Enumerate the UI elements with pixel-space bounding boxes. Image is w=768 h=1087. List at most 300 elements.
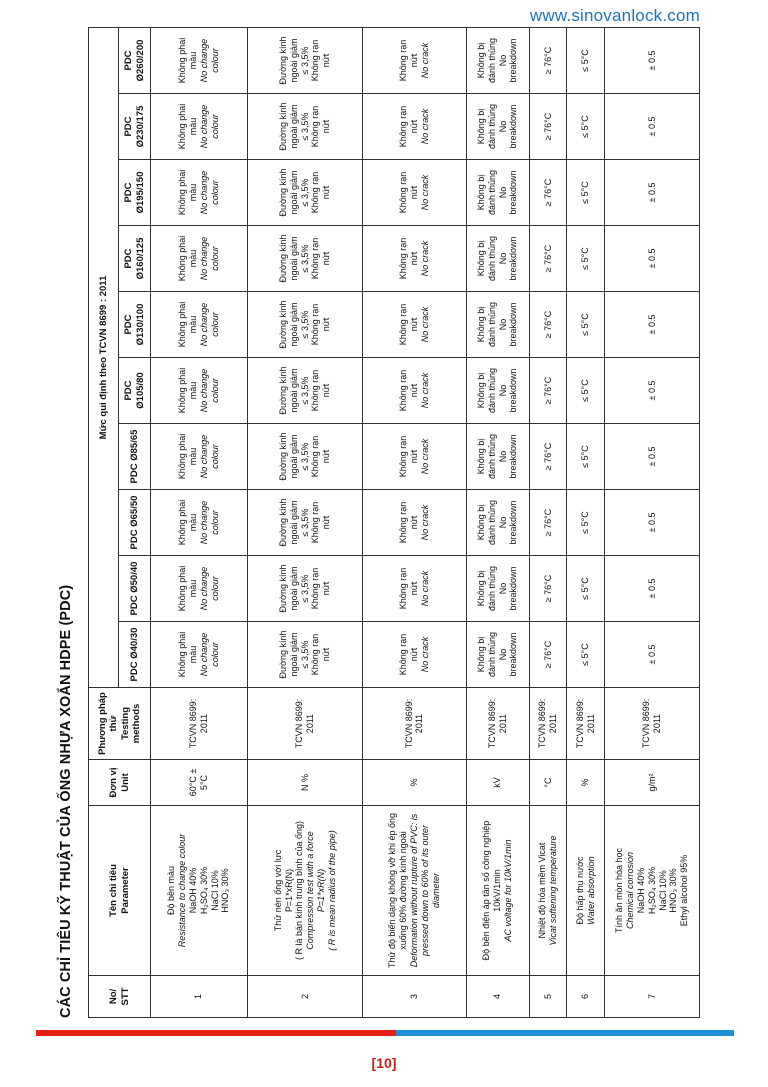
spec-value-line: No change (198, 104, 209, 149)
spec-value-line: ≥ 76°C (542, 442, 553, 471)
spec-value-line: đánh thủng (486, 103, 497, 150)
spec-value-line: No crack (419, 504, 430, 541)
row-number: 6 (567, 976, 605, 1018)
spec-value-line: Không phai (177, 367, 188, 414)
spec-value (247, 622, 363, 688)
parameter-line: Độ bền màu (166, 865, 177, 916)
parameter-line: Vicat softening temperature (548, 835, 559, 946)
spec-value-line: ≥ 76°C (542, 178, 553, 207)
header-size: PDC Ø65/50 (119, 490, 151, 556)
parameter-line: NaCl 10% (209, 870, 220, 911)
row-testing-method: TCVN 8699: 2011 (247, 688, 363, 760)
spec-value-line: đánh thủng (486, 499, 497, 546)
spec-value (567, 94, 605, 160)
row-unit: kV (466, 760, 529, 806)
spec-value (247, 556, 363, 622)
parameter-line: HNO₃ 30% (668, 868, 679, 913)
spec-value-line: No crack (419, 240, 430, 277)
spec-value (363, 292, 466, 358)
spec-value-line: Không phai (177, 37, 188, 84)
spec-value (466, 556, 529, 622)
spec-value-line: ≤ 3,5% (299, 574, 310, 603)
spec-value-line: No crack (419, 42, 430, 79)
table-row (151, 27, 248, 1017)
spec-value-line: No crack (419, 636, 430, 673)
spec-value-line: Không rạn (310, 171, 321, 214)
spec-value-line: No (497, 252, 508, 265)
spec-value-line: No (497, 384, 508, 397)
row-parameter (151, 806, 248, 976)
spec-value-line: Đường kính (278, 498, 289, 547)
spec-value-line: Không rạn (398, 171, 409, 214)
spec-value (247, 94, 363, 160)
spec-value-line: Không rạn (398, 105, 409, 148)
spec-value-line: Không phai (177, 565, 188, 612)
spec-value (529, 226, 567, 292)
spec-value-line: No (497, 582, 508, 595)
spec-value (605, 556, 700, 622)
spec-value (605, 292, 700, 358)
header-unit: Đơn vị Unit (89, 760, 151, 806)
spec-value (466, 424, 529, 490)
spec-value (567, 556, 605, 622)
spec-value-line: Đường kính (278, 432, 289, 481)
spec-value-line: No crack (419, 108, 430, 145)
spec-value-line: No change (198, 566, 209, 611)
spec-table (88, 27, 700, 1018)
spec-value-line: Không phai (177, 301, 188, 348)
spec-value (529, 556, 567, 622)
spec-value-line: No change (198, 500, 209, 545)
spec-value-line: No change (198, 170, 209, 215)
spec-value-line: nứt (321, 185, 332, 200)
spec-value (605, 622, 700, 688)
spec-value-line: nứt (321, 53, 332, 68)
spec-value-line: breakdown (508, 434, 519, 479)
spec-value-line: Không rạn (398, 303, 409, 346)
spec-value-line: nứt (409, 515, 420, 530)
spec-value-line: ngoài giảm (288, 170, 299, 215)
spec-value-line: Không bị (475, 636, 486, 673)
spec-value-line: colour (209, 444, 220, 469)
row-testing-method: TCVN 8699: 2011 (605, 688, 700, 760)
spec-value (567, 27, 605, 93)
spec-value (529, 358, 567, 424)
spec-value-line: Không rạn (398, 237, 409, 280)
spec-value-line: Không bị (475, 108, 486, 145)
header-spec-group: Mức qui định theo TCVN 8699 : 2011 (89, 27, 119, 687)
parameter-line: AC voltage for 10kV/1min (502, 839, 513, 942)
spec-value-line: ± 0.5 (646, 380, 657, 401)
spec-value-line: No change (198, 368, 209, 413)
spec-value (605, 94, 700, 160)
spec-value-line: ngoài giảm (288, 500, 299, 545)
spec-value-line: ngoài giảm (288, 104, 299, 149)
spec-value-line: Không rạn (398, 633, 409, 676)
spec-value-line: colour (209, 114, 220, 139)
spec-value-line: Không rạn (310, 105, 321, 148)
spec-value-line: Không phai (177, 235, 188, 282)
spec-value-line: ≤ 3,5% (299, 178, 310, 207)
spec-value-line: ≤ 5°C (580, 379, 591, 402)
spec-value (529, 490, 567, 556)
spec-value (363, 622, 466, 688)
spec-value-line: đánh thủng (486, 169, 497, 216)
spec-value-line: Không rạn (310, 237, 321, 280)
header-testing-method: Phương pháp thử Testing methods (89, 688, 151, 760)
spec-value-line: ± 0.5 (646, 446, 657, 467)
parameter-line: ( R is mean radius of the pipe) (326, 830, 337, 951)
spec-value-line: Không bị (475, 438, 486, 475)
spec-value-line: Không phai (177, 631, 188, 678)
spec-value-line: Không bị (475, 372, 486, 409)
spec-value-line: No crack (419, 570, 430, 607)
spec-value (151, 160, 248, 226)
spec-value-line: Không rạn (310, 567, 321, 610)
spec-value (247, 226, 363, 292)
spec-value-line: breakdown (508, 566, 519, 611)
spec-value (605, 358, 700, 424)
spec-value-line: nứt (409, 581, 420, 596)
spec-value-line: ≤ 3,5% (299, 112, 310, 141)
spec-value-line: Đường kính (278, 234, 289, 283)
spec-value (605, 160, 700, 226)
spec-value-line: ≥ 76°C (542, 574, 553, 603)
header-size: PDC Ø260/200 (119, 27, 151, 93)
spec-value-line: colour (209, 312, 220, 337)
spec-value (567, 490, 605, 556)
spec-value-line: màu (188, 513, 199, 532)
table-row (466, 27, 529, 1017)
header-parameter: Tên chỉ tiêu Parameter (89, 806, 151, 976)
spec-value-line: Không rạn (398, 369, 409, 412)
header-size: PDC Ø50/40 (119, 556, 151, 622)
header-size: PDC Ø85/65 (119, 424, 151, 490)
spec-value-line: Không bị (475, 42, 486, 79)
row-unit: % (363, 760, 466, 806)
row-unit: 60°C ± 5°C (151, 760, 248, 806)
spec-value-line: nứt (409, 185, 420, 200)
spec-value-line: nứt (321, 449, 332, 464)
spec-value (466, 94, 529, 160)
spec-value-line: nứt (409, 449, 420, 464)
spec-value-line: breakdown (508, 38, 519, 83)
spec-value (363, 160, 466, 226)
table-row (363, 27, 466, 1017)
spec-value-line: No (497, 54, 508, 67)
spec-value-line: breakdown (508, 500, 519, 545)
parameter-line: Thử độ biến dạng không vỡ khi ép ống xuống 60% đường kính ngoài (387, 812, 409, 969)
spec-value (151, 424, 248, 490)
spec-value (529, 94, 567, 160)
row-number: 1 (151, 976, 248, 1018)
spec-value-line: No (497, 318, 508, 331)
spec-value-line: Không phai (177, 169, 188, 216)
spec-value (151, 292, 248, 358)
spec-value-line: màu (188, 51, 199, 70)
spec-value-line: Không rạn (398, 435, 409, 478)
spec-value-line: nứt (321, 647, 332, 662)
spec-value-line: Không rạn (310, 39, 321, 82)
spec-value (363, 226, 466, 292)
header-size: PDC Ø230/175 (119, 94, 151, 160)
spec-value (567, 292, 605, 358)
spec-value-line: nứt (409, 119, 420, 134)
spec-value-line: Không rạn (310, 369, 321, 412)
spec-value-line: No (497, 186, 508, 199)
spec-value-line: No change (198, 236, 209, 281)
spec-value-line: ± 0.5 (646, 578, 657, 599)
spec-value (151, 226, 248, 292)
spec-value-line: No crack (419, 438, 430, 475)
spec-value-line: ≥ 76°C (542, 376, 553, 405)
spec-value (529, 622, 567, 688)
spec-value-line: ≥ 76°C (542, 244, 553, 273)
spec-value-line: Không rạn (310, 435, 321, 478)
spec-value-line: No change (198, 434, 209, 479)
row-parameter (247, 806, 363, 976)
spec-value (363, 424, 466, 490)
spec-value-line: colour (209, 576, 220, 601)
spec-value (466, 226, 529, 292)
spec-value (605, 490, 700, 556)
spec-value (529, 160, 567, 226)
page-number: [10] (371, 1055, 397, 1071)
footer-bar-red (36, 1030, 396, 1036)
parameter-line: ( R là bán kính trung bình của ống) (294, 820, 305, 961)
spec-value-line: ≤ 3,5% (299, 508, 310, 537)
spec-value-line: Đường kính (278, 168, 289, 217)
spec-value-line: ≤ 3,5% (299, 244, 310, 273)
table-row (567, 27, 605, 1017)
spec-value-line: breakdown (508, 104, 519, 149)
spec-value (466, 622, 529, 688)
spec-value-line: Không rạn (398, 39, 409, 82)
row-testing-method: TCVN 8699: 2011 (151, 688, 248, 760)
spec-value-line: đánh thủng (486, 565, 497, 612)
spec-value (151, 622, 248, 688)
spec-value (567, 424, 605, 490)
spec-value-line: ≤ 5°C (580, 313, 591, 336)
spec-value-line: colour (209, 246, 220, 271)
spec-value-line: No crack (419, 306, 430, 343)
spec-value (466, 358, 529, 424)
row-parameter (605, 806, 700, 976)
spec-value-line: ≤ 5°C (580, 247, 591, 270)
spec-value-line: ≤ 5°C (580, 49, 591, 72)
spec-value-line: đánh thủng (486, 235, 497, 282)
parameter-line: Thử nén ống với lực (272, 849, 283, 932)
spec-value (466, 27, 529, 93)
spec-value-line: ± 0.5 (646, 644, 657, 665)
parameter-line: Nhiệt độ hóa mềm Vicat (537, 842, 548, 939)
spec-value-line: Không rạn (310, 303, 321, 346)
spec-value-line: ngoài giảm (288, 236, 299, 281)
spec-value-line: đánh thủng (486, 37, 497, 83)
spec-value-line: Không phai (177, 103, 188, 150)
spec-value (567, 160, 605, 226)
spec-value-line: colour (209, 510, 220, 535)
spec-value (363, 490, 466, 556)
spec-value (151, 358, 248, 424)
spec-value-line: No (497, 648, 508, 661)
spec-value (151, 27, 248, 93)
row-number: 4 (466, 976, 529, 1018)
row-testing-method: TCVN 8699: 2011 (363, 688, 466, 760)
spec-value-line: No (497, 516, 508, 529)
spec-value-line: nứt (321, 317, 332, 332)
spec-value-line: nứt (321, 515, 332, 530)
spec-value-line: ≤ 5°C (580, 643, 591, 666)
spec-value-line: No change (198, 632, 209, 677)
spec-value-line: colour (209, 48, 220, 73)
spec-value-line: Không bị (475, 504, 486, 541)
spec-value-line: ngoài giảm (288, 368, 299, 413)
spec-value-line: nứt (321, 581, 332, 596)
row-unit: °C (529, 760, 567, 806)
parameter-line: NaOH 40% (188, 867, 199, 914)
spec-value-line: ngoài giảm (288, 632, 299, 677)
parameter-line: H₂SO₄ 30% (198, 866, 209, 915)
spec-value-line: màu (188, 645, 199, 664)
spec-value-line: Không phai (177, 499, 188, 546)
spec-value-line: ≥ 76°C (542, 508, 553, 537)
website-link[interactable]: www.sinovanlock.com (529, 6, 700, 25)
spec-value-line: ngoài giảm (288, 434, 299, 479)
spec-value (605, 226, 700, 292)
row-parameter (567, 806, 605, 976)
spec-value-line: nứt (321, 383, 332, 398)
parameter-line: Ethyl alcohol 95% (679, 854, 690, 927)
parameter-line: H₂SO₄ 30% (646, 866, 657, 915)
spec-value-line: màu (188, 249, 199, 268)
spec-value-line: Không rạn (398, 567, 409, 610)
spec-value (466, 292, 529, 358)
spec-value-line: màu (188, 447, 199, 466)
parameter-line: Deformation without rupture of PVC: is pressed down to 60% of its outer diameter (409, 813, 441, 968)
spec-value-line: Không rạn (398, 501, 409, 544)
row-unit: % (567, 760, 605, 806)
spec-value-line: Đường kính (278, 102, 289, 151)
spec-value (151, 490, 248, 556)
spec-value (567, 358, 605, 424)
spec-value-line: breakdown (508, 632, 519, 677)
spec-value-line: Không phai (177, 433, 188, 480)
spec-value (529, 27, 567, 93)
row-parameter (529, 806, 567, 976)
spec-value-line: ≤ 5°C (580, 115, 591, 138)
spec-value-line: ≤ 3,5% (299, 640, 310, 669)
spec-value (247, 424, 363, 490)
table-row (605, 27, 700, 1017)
parameter-line: Tính ăn mòn hóa học (614, 847, 625, 934)
document-title: CÁC CHỈ TIÊU KỸ THUẬT CỦA ỐNG NHỰA XOẮN HDPE (PDC) (58, 584, 74, 1018)
row-unit: g/m² (605, 760, 700, 806)
spec-value-line: colour (209, 378, 220, 403)
row-number: 7 (605, 976, 700, 1018)
parameter-line: Water absorption (585, 856, 596, 925)
spec-value-line: ± 0.5 (646, 50, 657, 71)
header-no: No/ STT (89, 976, 151, 1018)
spec-value-line: breakdown (508, 302, 519, 347)
spec-value (247, 27, 363, 93)
row-testing-method: TCVN 8699: 2011 (466, 688, 529, 760)
spec-value (151, 94, 248, 160)
row-parameter (363, 806, 466, 976)
header-size: PDC Ø40/30 (119, 622, 151, 688)
spec-value-line: ≤ 3,5% (299, 376, 310, 405)
spec-value-line: ≥ 76°C (542, 112, 553, 141)
spec-value-line: No crack (419, 372, 430, 409)
header-size: PDC Ø105/80 (119, 358, 151, 424)
spec-value (247, 358, 363, 424)
spec-value-line: breakdown (508, 236, 519, 281)
parameter-line: Độ hấp thụ nước (575, 856, 586, 925)
table-row (247, 27, 363, 1017)
spec-value-line: Không rạn (310, 501, 321, 544)
spec-value-line: Đường kính (278, 36, 289, 85)
spec-value-line: ngoài giảm (288, 38, 299, 83)
spec-value-line: No crack (419, 174, 430, 211)
row-number: 2 (247, 976, 363, 1018)
spec-value-line: màu (188, 381, 199, 400)
spec-value-line: ≥ 76°C (542, 310, 553, 339)
parameter-line: Resistance to change colour (177, 833, 188, 948)
spec-value-line: ≤ 5°C (580, 511, 591, 534)
parameter-line: Compression test with a force P=1*xR(N) (305, 831, 326, 950)
spec-value-line: Không rạn (310, 633, 321, 676)
spec-value (247, 490, 363, 556)
spec-value-line: ≤ 3,5% (299, 46, 310, 75)
spec-value-line: ≤ 5°C (580, 445, 591, 468)
row-number: 3 (363, 976, 466, 1018)
spec-value (529, 424, 567, 490)
spec-value-line: ± 0.5 (646, 512, 657, 533)
spec-value-line: Đường kính (278, 366, 289, 415)
parameter-line: NaCl 10% (657, 870, 668, 911)
parameter-line: HNO₃ 30% (220, 868, 231, 913)
parameter-line: Chemical corrosion (625, 851, 636, 930)
spec-value-line: Không bị (475, 240, 486, 277)
spec-value-line: ± 0.5 (646, 314, 657, 335)
parameter-line: P=1*xR(N) (283, 868, 294, 913)
spec-value-line: Đường kính (278, 630, 289, 679)
spec-value-line: ngoài giảm (288, 302, 299, 347)
spec-value (247, 292, 363, 358)
spec-value-line: ngoài giảm (288, 566, 299, 611)
spec-value-line: Không bị (475, 306, 486, 343)
spec-value-line: nứt (409, 251, 420, 266)
spec-value-line: màu (188, 579, 199, 598)
row-unit: N % (247, 760, 363, 806)
spec-value (247, 160, 363, 226)
spec-value-line: đánh thủng (486, 367, 497, 414)
rotated-page-content (44, 30, 744, 1018)
spec-value-line: Không bị (475, 570, 486, 607)
spec-value-line: ≥ 76°C (542, 46, 553, 75)
spec-value (363, 94, 466, 160)
table-row (529, 27, 567, 1017)
spec-value-line: No change (198, 302, 209, 347)
spec-value-line: Đường kính (278, 300, 289, 349)
spec-value-line: No (497, 450, 508, 463)
spec-value (363, 556, 466, 622)
row-number: 5 (529, 976, 567, 1018)
parameter-line: Độ bền điện áp tần số công nghiệp 10kV/1min (481, 820, 503, 961)
spec-value-line: màu (188, 183, 199, 202)
row-parameter (466, 806, 529, 976)
spec-value-line: colour (209, 180, 220, 205)
